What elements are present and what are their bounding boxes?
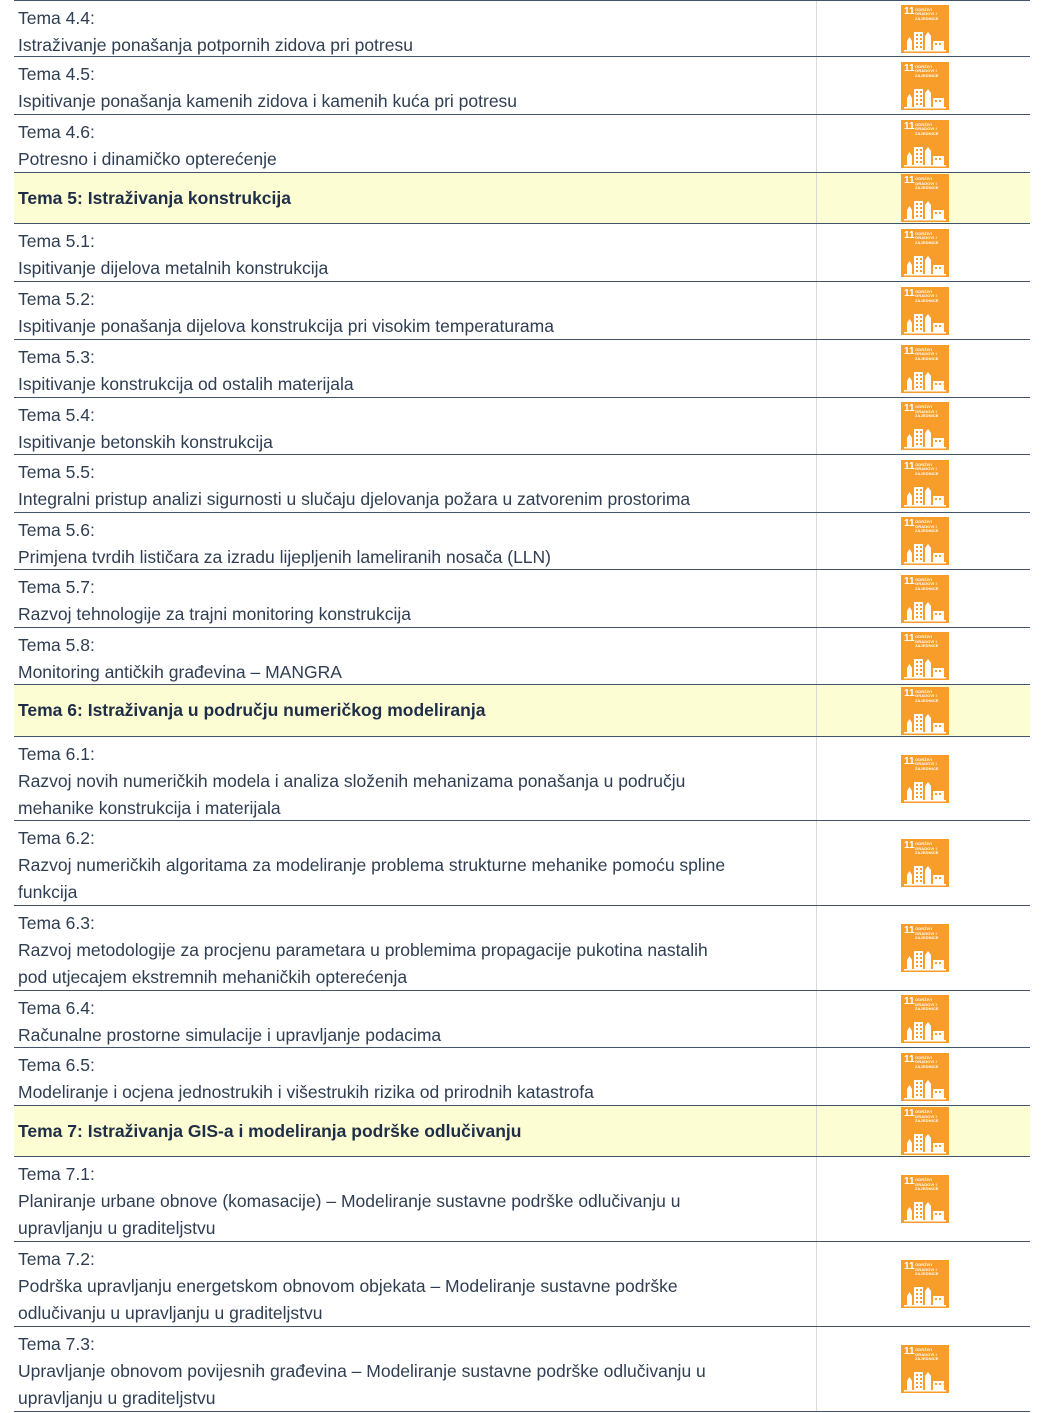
table-row [14, 821, 1030, 906]
topic-title: Potresno i dinamičko opterećenje [18, 149, 277, 169]
section-header-row [14, 685, 1030, 737]
topic-title-continued: upravljanju u graditeljstvu [18, 1218, 216, 1238]
topic-title: Razvoj tehnologije za trajni monitoring konstrukcija [18, 604, 411, 624]
city-buildings-icon [901, 1053, 949, 1101]
topic-cell [14, 455, 816, 512]
topic-number: Tema 6.3: [18, 913, 95, 933]
section-header-row [14, 173, 1030, 224]
topic-title: Upravljanje obnovom povijesnih građevina – Modeliranje sustavne podrške odlučivanju u [18, 1361, 706, 1381]
sdg-11-icon [901, 755, 949, 803]
sdg-11-icon [901, 632, 949, 680]
topic-title: Modeliranje i ocjena jednostrukih i višestrukih rizika od prirodnih katastrofa [18, 1082, 594, 1102]
table-row [14, 1242, 1030, 1327]
sdg-number: 11 [904, 1346, 915, 1357]
sdg-title: ODRŽIVI GRADOVI I ZAJEDNICE [915, 1054, 939, 1069]
topic-title: Ispitivanje dijelova metalnih konstrukcija [18, 258, 329, 278]
topic-title: Ispitivanje ponašanja kamenih zidova i kamenih kuća pri potresu [18, 91, 518, 111]
city-buildings-icon [901, 924, 949, 972]
sdg-number: 11 [904, 1261, 915, 1272]
city-buildings-icon [901, 345, 949, 393]
sdg-title: ODRŽIVI GRADOVI I ZAJEDNICE [915, 576, 939, 591]
city-buildings-icon [901, 1107, 949, 1155]
table-row [14, 1157, 1030, 1242]
sdg-number: 11 [904, 403, 915, 414]
topic-title: Ispitivanje ponašanja dijelova konstrukcija pri visokim temperaturama [18, 316, 554, 336]
table-row [14, 513, 1030, 570]
table-row [14, 398, 1030, 455]
table-row [14, 224, 1030, 282]
topic-number: Tema 6.1: [18, 744, 95, 764]
topic-cell [14, 1048, 816, 1105]
sdg-title: ODRŽIVI GRADOVI I ZAJEDNICE [915, 841, 939, 855]
sdg-11-icon [901, 1260, 949, 1308]
sdg-number: 11 [904, 1053, 915, 1065]
city-buildings-icon [901, 632, 949, 680]
topic-cell [14, 282, 816, 339]
sdg-title: ODRŽIVI GRADOVI I ZAJEDNICE [915, 404, 939, 418]
topic-cell [14, 115, 816, 172]
topic-title-continued: pod utjecajem ekstremnih mehaničkih opterećenja [18, 967, 408, 987]
city-buildings-icon [901, 575, 949, 623]
topic-number: Tema 5.6: [18, 520, 95, 540]
city-buildings-icon [901, 687, 949, 735]
sdg-title: ODRŽIVI GRADOVI I ZAJEDNICE [915, 519, 939, 533]
sdg-number: 11 [904, 460, 915, 472]
topic-number: Tema 5.3: [18, 347, 95, 367]
topic-number: Tema 4.5: [18, 64, 95, 84]
sdg-11-icon [901, 5, 949, 53]
sdg-number: 11 [904, 5, 915, 17]
sdg-number: 11 [904, 633, 915, 644]
table-row [14, 906, 1030, 991]
topic-number: Tema 4.6: [18, 122, 95, 142]
topic-cell [14, 906, 816, 990]
sdg-number: 11 [904, 925, 915, 936]
table-row [14, 1327, 1030, 1412]
table-row [14, 57, 1030, 115]
city-buildings-icon [901, 5, 949, 53]
city-buildings-icon [901, 755, 949, 803]
city-buildings-icon [901, 1260, 949, 1308]
sdg-title: ODRŽIVI GRADOVI I ZAJEDNICE [915, 230, 939, 245]
sdg-number: 11 [904, 996, 915, 1007]
topic-title: Monitoring antičkih građevina – MANGRA [18, 662, 342, 682]
city-buildings-icon [901, 995, 949, 1043]
table-row [14, 455, 1030, 513]
topic-cell [14, 57, 816, 114]
topic-cell [14, 340, 816, 397]
sdg-11-icon [901, 995, 949, 1043]
sdg-11-icon [901, 345, 949, 393]
topic-number: Tema 4.4: [18, 8, 95, 28]
topic-title-continued: funkcija [18, 882, 78, 902]
topic-number: Tema 7.2: [18, 1249, 95, 1269]
sdg-11-icon [901, 517, 949, 565]
sdg-number: 11 [904, 840, 915, 851]
sdg-number: 11 [904, 575, 915, 587]
sdg-title: ODRŽIVI GRADOVI I ZAJEDNICE [915, 288, 939, 303]
sdg-title: ODRŽIVI GRADOVI I ZAJEDNICE [915, 1177, 939, 1191]
section-title: Tema 7: Istraživanja GIS-a i modeliranja podrške odlučivanju [18, 1120, 522, 1141]
sdg-11-icon [901, 1053, 949, 1101]
topic-number: Tema 5.7: [18, 577, 95, 597]
sdg-number: 11 [904, 518, 915, 529]
table-row [14, 737, 1030, 821]
city-buildings-icon [901, 517, 949, 565]
topic-cell [14, 398, 816, 454]
topic-cell [14, 570, 816, 627]
topic-title: Razvoj numeričkih algoritama za modeliranje problema strukturne mehanike pomoću spline [18, 855, 726, 875]
table-row [14, 628, 1030, 685]
sdg-number: 11 [904, 287, 915, 299]
topic-title: Istraživanje ponašanja potpornih zidova pri potresu [18, 35, 413, 55]
topic-title: Ispitivanje betonskih konstrukcija [18, 432, 273, 452]
sdg-title: ODRŽIVI GRADOVI I ZAJEDNICE [915, 926, 939, 940]
topic-number: Tema 5.4: [18, 405, 95, 425]
topic-title: Planiranje urbane obnove (komasacije) – Modeliranje sustavne podrške odlučivanju u [18, 1191, 681, 1211]
sdg-title: ODRŽIVI GRADOVI I ZAJEDNICE [915, 176, 939, 190]
topic-number: Tema 6.4: [18, 998, 95, 1018]
sdg-title: ODRŽIVI GRADOVI I ZAJEDNICE [915, 688, 939, 703]
topic-number: Tema 6.5: [18, 1055, 95, 1075]
topic-title: Primjena tvrdih lističara za izradu lijepljenih lameliranih nosača (LLN) [18, 547, 552, 567]
topic-number: Tema 6.2: [18, 828, 95, 848]
topic-title: Računalne prostorne simulacije i upravljanje podacima [18, 1025, 442, 1045]
city-buildings-icon [901, 174, 949, 222]
sdg-11-icon [901, 174, 949, 222]
topic-title-continued: mehanike konstrukcija i materijala [18, 798, 281, 818]
sdg-number: 11 [904, 120, 915, 132]
section-header-row [14, 1106, 1030, 1157]
city-buildings-icon [901, 839, 949, 887]
topic-number: Tema 5.5: [18, 462, 95, 482]
topic-title: Integralni pristup analizi sigurnosti u slučaju djelovanja požara u zatvorenim prostorima [18, 489, 691, 509]
sdg-title: ODRŽIVI GRADOVI I ZAJEDNICE [915, 63, 939, 78]
topic-number: Tema 7.1: [18, 1164, 95, 1184]
sdg-11-icon [901, 1345, 949, 1393]
sdg-number: 11 [904, 229, 915, 241]
topic-title: Ispitivanje konstrukcija od ostalih materijala [18, 374, 354, 394]
topic-cell [14, 1157, 816, 1241]
sdg-number: 11 [904, 755, 915, 767]
table-row [14, 115, 1030, 173]
topic-cell [14, 224, 816, 281]
city-buildings-icon [901, 120, 949, 168]
sdg-number: 11 [904, 687, 915, 699]
topics-table [14, 0, 1030, 1412]
sdg-11-icon [901, 120, 949, 168]
sdg-11-icon [901, 839, 949, 887]
topic-cell [14, 513, 816, 569]
sdg-title: ODRŽIVI GRADOVI I ZAJEDNICE [915, 756, 939, 771]
city-buildings-icon [901, 460, 949, 508]
sdg-title: ODRŽIVI GRADOVI I ZAJEDNICE [915, 1109, 939, 1123]
sdg-title: ODRŽIVI GRADOVI I ZAJEDNICE [915, 121, 939, 136]
sdg-11-icon [901, 1175, 949, 1223]
sdg-11-icon [901, 1107, 949, 1155]
topic-title-continued: odlučivanju u upravljanju u graditeljstvu [18, 1303, 323, 1323]
sdg-title: ODRŽIVI GRADOVI I ZAJEDNICE [915, 461, 939, 476]
city-buildings-icon [901, 229, 949, 277]
sdg-number: 11 [904, 62, 915, 74]
topic-title: Razvoj novih numeričkih modela i analiza složenih mehanizama ponašanja u području [18, 771, 686, 791]
sdg-11-icon [901, 287, 949, 335]
topic-number: Tema 5.8: [18, 635, 95, 655]
sdg-number: 11 [904, 175, 915, 186]
topic-number: Tema 5.1: [18, 231, 95, 251]
topic-title: Razvoj metodologije za procjenu parametara u problemima propagacije pukotina nastalih [18, 940, 708, 960]
topic-cell [14, 821, 816, 905]
topic-cell [14, 628, 816, 684]
topic-cell [14, 737, 816, 820]
sdg-title: ODRŽIVI GRADOVI I ZAJEDNICE [915, 634, 939, 648]
table-row [14, 340, 1030, 398]
topic-title-continued: upravljanju u graditeljstvu [18, 1388, 216, 1408]
topic-cell [14, 1, 816, 56]
topic-number: Tema 7.3: [18, 1334, 95, 1354]
sdg-title: ODRŽIVI GRADOVI I ZAJEDNICE [915, 346, 939, 361]
city-buildings-icon [901, 1345, 949, 1393]
table-row [14, 570, 1030, 628]
topic-cell [14, 1242, 816, 1326]
table-row [14, 282, 1030, 340]
topic-cell [14, 991, 816, 1047]
topic-title: Podrška upravljanju energetskom obnovom objekata – Modeliranje sustavne podrške [18, 1276, 678, 1296]
section-title: Tema 6: Istraživanja u području numeričkog modeliranja [18, 700, 486, 720]
city-buildings-icon [901, 402, 949, 450]
topic-number: Tema 5.2: [18, 289, 95, 309]
table-row [14, 1048, 1030, 1106]
city-buildings-icon [901, 287, 949, 335]
sdg-11-icon [901, 229, 949, 277]
section-title: Tema 5: Istraživanja konstrukcija [18, 187, 291, 208]
topic-cell [14, 1327, 816, 1411]
sdg-11-icon [901, 62, 949, 110]
sdg-number: 11 [904, 1108, 915, 1119]
sdg-11-icon [901, 460, 949, 508]
sdg-title: ODRŽIVI GRADOVI I ZAJEDNICE [915, 1347, 939, 1361]
sdg-11-icon [901, 575, 949, 623]
sdg-11-icon [901, 687, 949, 735]
table-row [14, 0, 1030, 57]
table-row [14, 991, 1030, 1048]
sdg-11-icon [901, 402, 949, 450]
sdg-number: 11 [904, 345, 915, 357]
city-buildings-icon [901, 62, 949, 110]
sdg-title: ODRŽIVI GRADOVI I ZAJEDNICE [915, 997, 939, 1011]
city-buildings-icon [901, 1175, 949, 1223]
sdg-title: ODRŽIVI GRADOVI I ZAJEDNICE [915, 6, 939, 21]
sdg-11-icon [901, 924, 949, 972]
sdg-title: ODRŽIVI GRADOVI I ZAJEDNICE [915, 1262, 939, 1276]
sdg-number: 11 [904, 1176, 915, 1187]
